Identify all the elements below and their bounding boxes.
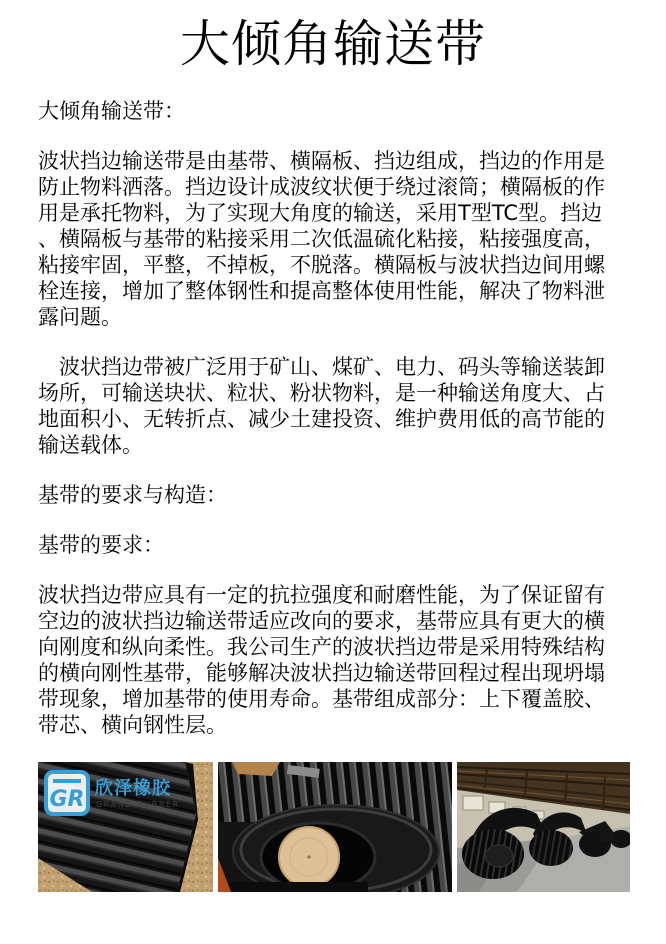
brand-name-cn: 欣泽橡胶 [95,778,171,799]
page-title: 大倾角输送带 [180,15,486,73]
floor-shadow [218,882,368,892]
brand-monogram: GR [49,787,85,812]
wooden-roller [278,826,340,888]
product-photo-factory [457,762,630,892]
heading-base-belt-structure: 基带的要求与构造： [38,483,227,507]
paragraph-base-belt: 波状挡边带应具有一定的抗拉强度和耐磨性能，为了保证留有空边的波状挡边输送带适应改向的要求，基带应具有更大的横向刚度和纵向柔性。我公司生产的波状挡边带是采用特殊结构的横向刚性基带，能够解决波状挡边输送带回程过程出现坍塌带现象，增加基带的使用寿命。基带组成部分：上下覆盖胶、带芯、横向钢性层。 [38,583,605,737]
paragraph-composition: 波状挡边输送带是由基带、横隔板、挡边组成，挡边的作用是防止物料洒落。挡边设计成波纹状便于绕过滚筒；横隔板的作用是承托物料，为了实现大角度的输送，采用T型TC型。挡边、横隔板与基带的粘接采用二次低温硫化粘接，粘接强度高，粘接牢固，平整，不掉板，不脱落。横隔板与波状挡边间用螺栓连接，增加了整体钢性和提高整体使用性能，解决了物料泄露问题。 [38,149,605,329]
brand-logo [46,772,180,814]
product-photo-belt-loop [218,762,452,892]
brand-name-en: GRAND RUBBER [96,800,180,809]
article-body [38,98,620,738]
photo-gallery [38,762,666,892]
product-photo-sidewall-closeup [38,762,213,892]
paragraph-intro-label: 大倾角输送带： [38,99,185,123]
pallet-wood-top-left [232,762,280,776]
paragraph-applications: 波状挡边带被广泛用于矿山、煤矿、电力、码头等输送装卸场所，可输送块状、粒状、粉状物料，是一种输送角度大、占地面积小、无转折点、减少土建投资、维护费用低的高节能的输送载体。 [38,355,605,457]
heading-base-belt-requirements: 基带的要求： [38,533,164,557]
